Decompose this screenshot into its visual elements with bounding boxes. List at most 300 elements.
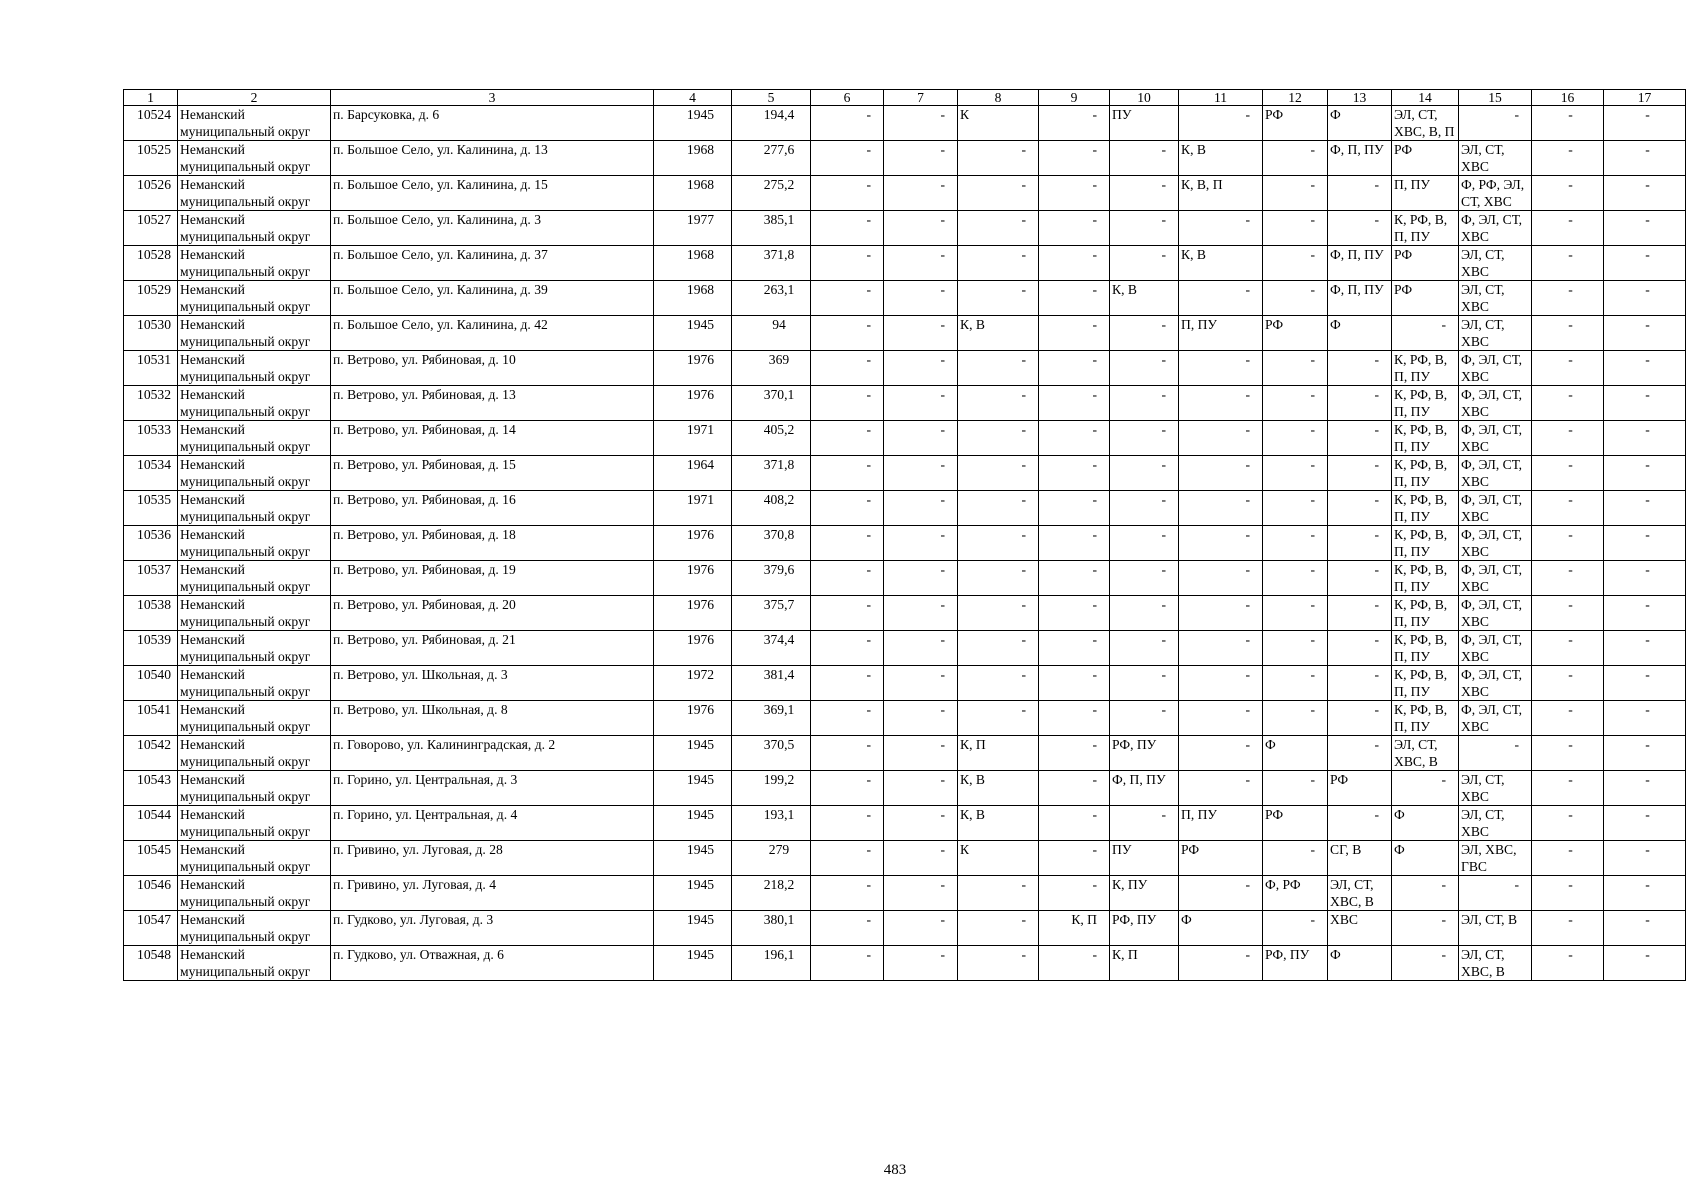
col-6-cell: - [811,771,884,806]
col-10-cell: - [1110,421,1179,456]
col-16-cell: - [1532,106,1604,141]
col-9-cell: - [1039,876,1110,911]
col-13-cell: - [1328,631,1392,666]
record-number: 10537 [124,561,178,596]
district-cell: Неманский муниципальный округ [178,456,331,491]
col-7-cell: - [884,701,958,736]
col-15-cell: Ф, ЭЛ, СТ, ХВС [1459,701,1532,736]
col-7-cell: - [884,561,958,596]
record-number: 10529 [124,281,178,316]
year-cell: 1968 [654,141,732,176]
column-header-16: 16 [1532,90,1604,106]
year-cell: 1945 [654,106,732,141]
col-8-cell: - [958,386,1039,421]
column-header-4: 4 [654,90,732,106]
year-cell: 1976 [654,701,732,736]
district-cell: Неманский муниципальный округ [178,596,331,631]
col-17-cell: - [1604,946,1686,981]
col-10-cell: - [1110,631,1179,666]
col-12-cell: - [1263,666,1328,701]
address-cell: п. Большое Село, ул. Калинина, д. 42 [331,316,654,351]
col-16-cell: - [1532,946,1604,981]
col-13-cell: - [1328,456,1392,491]
district-cell: Неманский муниципальный округ [178,351,331,386]
col-9-cell: - [1039,631,1110,666]
col-8-cell: - [958,176,1039,211]
year-cell: 1945 [654,946,732,981]
col-7-cell: - [884,631,958,666]
address-cell: п. Горино, ул. Центральная, д. 3 [331,771,654,806]
year-cell: 1972 [654,666,732,701]
col-9-cell: - [1039,561,1110,596]
col-16-cell: - [1532,316,1604,351]
col-17-cell: - [1604,386,1686,421]
district-cell: Неманский муниципальный округ [178,246,331,281]
col-9-cell: - [1039,316,1110,351]
col-14-cell: РФ [1392,246,1459,281]
col-8-cell: - [958,281,1039,316]
col-11-cell: К, В [1179,141,1263,176]
col-6-cell: - [811,841,884,876]
address-cell: п. Большое Село, ул. Калинина, д. 3 [331,211,654,246]
address-cell: п. Гривино, ул. Луговая, д. 28 [331,841,654,876]
col-9-cell: - [1039,211,1110,246]
district-cell: Неманский муниципальный округ [178,316,331,351]
col-10-cell: - [1110,456,1179,491]
col-12-cell: - [1263,596,1328,631]
table-row [124,106,1686,141]
col-12-cell: - [1263,246,1328,281]
area-cell: 371,8 [732,456,811,491]
col-7-cell: - [884,351,958,386]
col-10-cell: ПУ [1110,841,1179,876]
district-cell: Неманский муниципальный округ [178,281,331,316]
record-number: 10540 [124,666,178,701]
col-17-cell: - [1604,421,1686,456]
col-15-cell: Ф, ЭЛ, СТ, ХВС [1459,631,1532,666]
column-header-1: 1 [124,90,178,106]
col-14-cell: К, РФ, В, П, ПУ [1392,596,1459,631]
col-17-cell: - [1604,351,1686,386]
col-13-cell: РФ [1328,771,1392,806]
district-cell: Неманский муниципальный округ [178,561,331,596]
address-cell: п. Большое Село, ул. Калинина, д. 13 [331,141,654,176]
col-11-cell: К, В [1179,246,1263,281]
col-16-cell: - [1532,736,1604,771]
col-7-cell: - [884,946,958,981]
year-cell: 1945 [654,876,732,911]
area-cell: 369,1 [732,701,811,736]
district-cell: Неманский муниципальный округ [178,526,331,561]
col-13-cell: ХВС [1328,911,1392,946]
col-9-cell: - [1039,246,1110,281]
col-14-cell: К, РФ, В, П, ПУ [1392,491,1459,526]
col-10-cell: - [1110,701,1179,736]
address-cell: п. Ветрово, ул. Рябиновая, д. 19 [331,561,654,596]
col-13-cell: - [1328,701,1392,736]
district-cell: Неманский муниципальный округ [178,176,331,211]
col-14-cell: ЭЛ, СТ, ХВС, В, П [1392,106,1459,141]
col-12-cell: - [1263,141,1328,176]
col-12-cell: - [1263,561,1328,596]
district-cell: Неманский муниципальный округ [178,631,331,666]
col-9-cell: - [1039,526,1110,561]
col-12-cell: - [1263,351,1328,386]
col-10-cell: - [1110,141,1179,176]
address-cell: п. Барсуковка, д. 6 [331,106,654,141]
year-cell: 1976 [654,386,732,421]
col-8-cell: - [958,666,1039,701]
area-cell: 370,1 [732,386,811,421]
col-10-cell: К, ПУ [1110,876,1179,911]
address-cell: п. Ветрово, ул. Рябиновая, д. 16 [331,491,654,526]
col-6-cell: - [811,561,884,596]
col-8-cell: - [958,911,1039,946]
col-12-cell: РФ [1263,106,1328,141]
table-row [124,386,1686,421]
col-16-cell: - [1532,456,1604,491]
table-row [124,281,1686,316]
column-header-9: 9 [1039,90,1110,106]
col-11-cell: - [1179,876,1263,911]
table-row [124,456,1686,491]
col-10-cell: - [1110,176,1179,211]
col-14-cell: - [1392,946,1459,981]
col-15-cell: ЭЛ, СТ, ХВС [1459,246,1532,281]
col-13-cell: Ф [1328,106,1392,141]
col-13-cell: - [1328,596,1392,631]
col-10-cell: - [1110,386,1179,421]
col-6-cell: - [811,631,884,666]
col-14-cell: К, РФ, В, П, ПУ [1392,701,1459,736]
col-10-cell: - [1110,491,1179,526]
district-cell: Неманский муниципальный округ [178,876,331,911]
col-14-cell: К, РФ, В, П, ПУ [1392,526,1459,561]
col-6-cell: - [811,806,884,841]
col-8-cell: - [958,701,1039,736]
table-row [124,876,1686,911]
col-15-cell: ЭЛ, ХВС, ГВС [1459,841,1532,876]
col-11-cell: П, ПУ [1179,316,1263,351]
col-8-cell: - [958,211,1039,246]
col-11-cell: - [1179,386,1263,421]
col-9-cell: - [1039,176,1110,211]
col-11-cell: - [1179,596,1263,631]
col-8-cell: - [958,596,1039,631]
year-cell: 1971 [654,491,732,526]
year-cell: 1945 [654,736,732,771]
col-17-cell: - [1604,491,1686,526]
col-8-cell: - [958,491,1039,526]
col-15-cell: Ф, ЭЛ, СТ, ХВС [1459,421,1532,456]
col-12-cell: - [1263,386,1328,421]
col-12-cell: - [1263,526,1328,561]
col-16-cell: - [1532,526,1604,561]
record-number: 10536 [124,526,178,561]
col-10-cell: Ф, П, ПУ [1110,771,1179,806]
col-12-cell: - [1263,771,1328,806]
col-12-cell: - [1263,491,1328,526]
area-cell: 375,7 [732,596,811,631]
col-13-cell: Ф [1328,946,1392,981]
col-10-cell: - [1110,211,1179,246]
col-9-cell: - [1039,141,1110,176]
table-row [124,421,1686,456]
col-16-cell: - [1532,596,1604,631]
col-15-cell: Ф, ЭЛ, СТ, ХВС [1459,491,1532,526]
col-13-cell: - [1328,421,1392,456]
col-8-cell: - [958,876,1039,911]
col-16-cell: - [1532,421,1604,456]
year-cell: 1968 [654,281,732,316]
col-11-cell: - [1179,631,1263,666]
col-17-cell: - [1604,281,1686,316]
col-8-cell: - [958,246,1039,281]
col-15-cell: - [1459,736,1532,771]
col-9-cell: - [1039,701,1110,736]
area-cell: 94 [732,316,811,351]
area-cell: 279 [732,841,811,876]
col-11-cell: - [1179,701,1263,736]
record-number: 10547 [124,911,178,946]
col-9-cell: - [1039,841,1110,876]
table-row [124,596,1686,631]
col-15-cell: Ф, ЭЛ, СТ, ХВС [1459,456,1532,491]
col-11-cell: - [1179,736,1263,771]
col-8-cell: - [958,526,1039,561]
col-17-cell: - [1604,806,1686,841]
col-8-cell: К [958,106,1039,141]
col-17-cell: - [1604,526,1686,561]
col-6-cell: - [811,911,884,946]
col-6-cell: - [811,736,884,771]
col-16-cell: - [1532,911,1604,946]
table-row [124,316,1686,351]
area-cell: 193,1 [732,806,811,841]
col-11-cell: - [1179,771,1263,806]
col-8-cell: - [958,946,1039,981]
district-cell: Неманский муниципальный округ [178,911,331,946]
col-15-cell: Ф, ЭЛ, СТ, ХВС [1459,666,1532,701]
col-6-cell: - [811,141,884,176]
col-7-cell: - [884,596,958,631]
col-17-cell: - [1604,701,1686,736]
col-17-cell: - [1604,841,1686,876]
col-14-cell: - [1392,911,1459,946]
col-14-cell: К, РФ, В, П, ПУ [1392,631,1459,666]
col-12-cell: - [1263,701,1328,736]
col-17-cell: - [1604,211,1686,246]
col-7-cell: - [884,281,958,316]
col-17-cell: - [1604,456,1686,491]
col-14-cell: П, ПУ [1392,176,1459,211]
col-11-cell: - [1179,211,1263,246]
address-cell: п. Гудково, ул. Луговая, д. 3 [331,911,654,946]
col-14-cell: - [1392,876,1459,911]
table-row [124,526,1686,561]
district-cell: Неманский муниципальный округ [178,211,331,246]
address-cell: п. Ветрово, ул. Рябиновая, д. 10 [331,351,654,386]
record-number: 10527 [124,211,178,246]
area-cell: 379,6 [732,561,811,596]
column-header-13: 13 [1328,90,1392,106]
col-15-cell: ЭЛ, СТ, ХВС [1459,281,1532,316]
year-cell: 1945 [654,771,732,806]
col-16-cell: - [1532,806,1604,841]
col-11-cell: - [1179,526,1263,561]
col-7-cell: - [884,456,958,491]
col-7-cell: - [884,316,958,351]
col-8-cell: - [958,421,1039,456]
address-cell: п. Большое Село, ул. Калинина, д. 39 [331,281,654,316]
col-17-cell: - [1604,876,1686,911]
col-17-cell: - [1604,141,1686,176]
district-cell: Неманский муниципальный округ [178,106,331,141]
year-cell: 1968 [654,176,732,211]
column-header-10: 10 [1110,90,1179,106]
col-13-cell: - [1328,176,1392,211]
column-header-2: 2 [178,90,331,106]
year-cell: 1964 [654,456,732,491]
col-12-cell: РФ [1263,806,1328,841]
record-number: 10528 [124,246,178,281]
column-header-15: 15 [1459,90,1532,106]
col-10-cell: - [1110,596,1179,631]
col-6-cell: - [811,281,884,316]
col-10-cell: - [1110,351,1179,386]
table-row [124,946,1686,981]
col-7-cell: - [884,876,958,911]
year-cell: 1976 [654,596,732,631]
col-15-cell: Ф, ЭЛ, СТ, ХВС [1459,386,1532,421]
col-16-cell: - [1532,211,1604,246]
col-7-cell: - [884,421,958,456]
col-9-cell: - [1039,281,1110,316]
district-cell: Неманский муниципальный округ [178,701,331,736]
col-13-cell: - [1328,806,1392,841]
table-row [124,211,1686,246]
year-cell: 1976 [654,631,732,666]
col-16-cell: - [1532,351,1604,386]
col-15-cell: Ф, ЭЛ, СТ, ХВС [1459,211,1532,246]
col-6-cell: - [811,666,884,701]
col-12-cell: - [1263,631,1328,666]
col-15-cell: ЭЛ, СТ, В [1459,911,1532,946]
address-cell: п. Гривино, ул. Луговая, д. 4 [331,876,654,911]
record-number: 10531 [124,351,178,386]
col-13-cell: ЭЛ, СТ, ХВС, В [1328,876,1392,911]
col-17-cell: - [1604,911,1686,946]
table-row [124,176,1686,211]
col-16-cell: - [1532,281,1604,316]
col-15-cell: ЭЛ, СТ, ХВС [1459,771,1532,806]
address-cell: п. Ветрово, ул. Рябиновая, д. 13 [331,386,654,421]
column-header-7: 7 [884,90,958,106]
area-cell: 374,4 [732,631,811,666]
col-17-cell: - [1604,246,1686,281]
col-14-cell: К, РФ, В, П, ПУ [1392,456,1459,491]
col-13-cell: - [1328,351,1392,386]
col-13-cell: - [1328,561,1392,596]
col-16-cell: - [1532,491,1604,526]
col-14-cell: ЭЛ, СТ, ХВС, В [1392,736,1459,771]
table-row [124,911,1686,946]
record-number: 10546 [124,876,178,911]
col-15-cell: Ф, ЭЛ, СТ, ХВС [1459,526,1532,561]
col-14-cell: К, РФ, В, П, ПУ [1392,421,1459,456]
col-9-cell: - [1039,806,1110,841]
col-6-cell: - [811,491,884,526]
col-7-cell: - [884,526,958,561]
col-6-cell: - [811,876,884,911]
col-14-cell: РФ [1392,141,1459,176]
area-cell: 275,2 [732,176,811,211]
address-cell: п. Ветрово, ул. Школьная, д. 8 [331,701,654,736]
col-9-cell: - [1039,106,1110,141]
col-7-cell: - [884,106,958,141]
record-number: 10530 [124,316,178,351]
year-cell: 1945 [654,316,732,351]
district-cell: Неманский муниципальный округ [178,771,331,806]
col-13-cell: - [1328,736,1392,771]
col-7-cell: - [884,806,958,841]
col-11-cell: - [1179,351,1263,386]
table-row [124,736,1686,771]
col-11-cell: Ф [1179,911,1263,946]
table-row [124,666,1686,701]
column-header-3: 3 [331,90,654,106]
address-cell: п. Ветрово, ул. Рябиновая, д. 14 [331,421,654,456]
col-6-cell: - [811,526,884,561]
district-cell: Неманский муниципальный округ [178,736,331,771]
district-cell: Неманский муниципальный округ [178,946,331,981]
year-cell: 1945 [654,841,732,876]
district-cell: Неманский муниципальный округ [178,491,331,526]
col-13-cell: Ф [1328,316,1392,351]
col-9-cell: - [1039,666,1110,701]
table-row [124,841,1686,876]
col-7-cell: - [884,911,958,946]
col-9-cell: К, П [1039,911,1110,946]
col-16-cell: - [1532,771,1604,806]
col-15-cell: Ф, ЭЛ, СТ, ХВС [1459,351,1532,386]
col-15-cell: - [1459,876,1532,911]
col-10-cell: - [1110,806,1179,841]
year-cell: 1968 [654,246,732,281]
col-16-cell: - [1532,666,1604,701]
year-cell: 1976 [654,526,732,561]
record-number: 10534 [124,456,178,491]
district-cell: Неманский муниципальный округ [178,841,331,876]
table-row [124,246,1686,281]
col-6-cell: - [811,701,884,736]
col-16-cell: - [1532,386,1604,421]
col-14-cell: Ф [1392,841,1459,876]
col-13-cell: Ф, П, ПУ [1328,281,1392,316]
col-16-cell: - [1532,841,1604,876]
area-cell: 371,8 [732,246,811,281]
page-number: 483 [883,1162,907,1178]
col-13-cell: - [1328,386,1392,421]
col-15-cell: Ф, ЭЛ, СТ, ХВС [1459,561,1532,596]
col-13-cell: Ф, П, ПУ [1328,141,1392,176]
col-11-cell: - [1179,421,1263,456]
area-cell: 196,1 [732,946,811,981]
address-cell: п. Ветрово, ул. Рябиновая, д. 21 [331,631,654,666]
district-cell: Неманский муниципальный округ [178,806,331,841]
col-8-cell: К, В [958,806,1039,841]
col-13-cell: - [1328,666,1392,701]
